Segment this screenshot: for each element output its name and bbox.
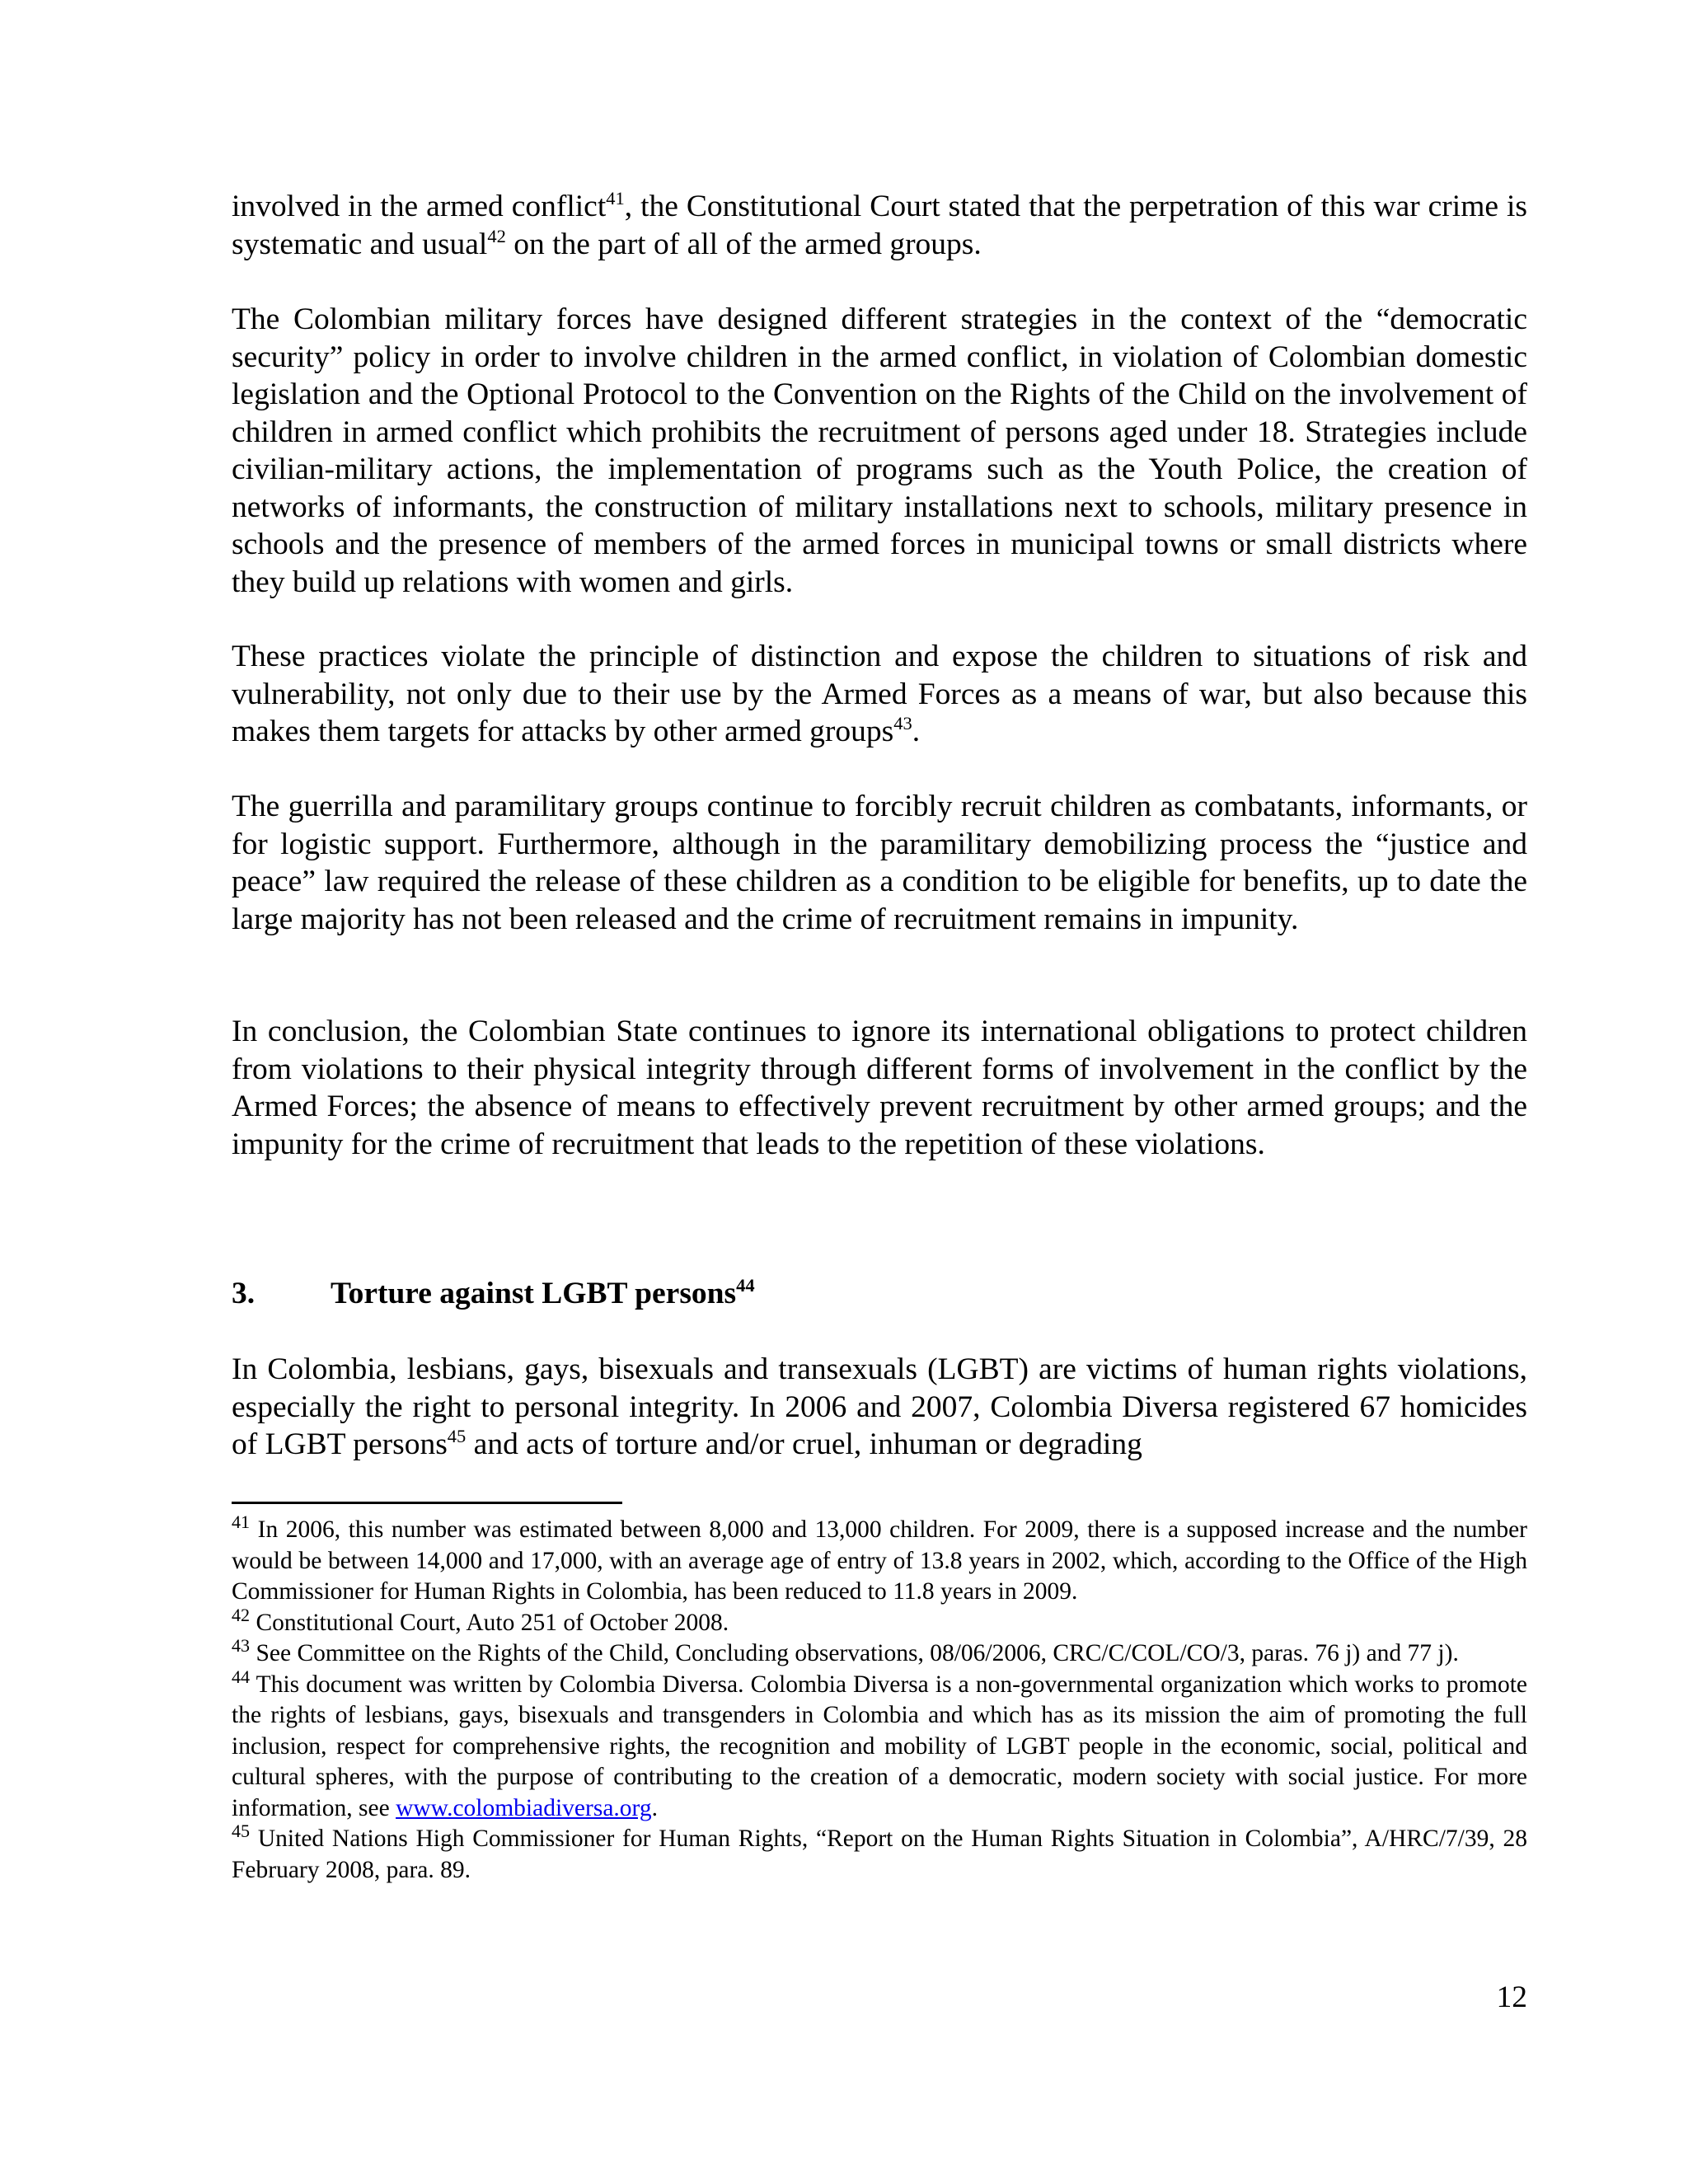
colombia-diversa-link[interactable]: www.colombiadiversa.org: [396, 1794, 652, 1821]
paragraph-2-text: The Colombian military forces have designed different strategies in the context of the “democratic security” policy in order to involve children in the armed conflict, in violation of Colombian domestic legislation and the Optional Protocol to the Convention on the Rights of the Child on the involvement of children in armed conflict which prohibits the recruitment of persons aged under 18. Strategies include civilian-military actions, the implementation of programs such as the Youth Police, the creation of networks of informants, the construction of military installations next to schools, military presence in schools and the presence of members of the armed forces in municipal towns or small districts where they build up relations with women and girls.: [232, 302, 1527, 599]
paragraph-1: [232, 188, 1527, 263]
paragraph-6-text-a: In Colombia, lesbians, gays, bisexuals and transexuals (LGBT) are victims of human rights violations, especially the right to personal integrity. In 2006 and 2007, Colombia Diversa registered 67 homicides of LGBT persons: [232, 1352, 1527, 1461]
footnote-ref-43[interactable]: 43: [893, 713, 912, 734]
footnote-45: [232, 1820, 1527, 1886]
footnote-number: 41: [232, 1511, 251, 1532]
footnote-43: [232, 1634, 1527, 1670]
footnote-number: 44: [232, 1666, 251, 1687]
footnote-text: In 2006, this number was estimated between 8,000 and 13,000 children. For 2009, there is a supposed increase and the number would be between 14,000 and 17,000, with an average age of entry of 13.8 years in 2002, which, according to the Office of the High Commissioner for Human Rights in Colombia, has been reduced to 11.8 years in 2009.: [232, 1516, 1527, 1605]
footnote-text: This document was written by Colombia Diversa. Colombia Diversa is a non-governmental organization which works to promote the rights of lesbians, gays, bisexuals and transgenders in Colombia and which has as its mission the aim of promoting the full inclusion, respect for comprehensive rights, the recognition and mobility of LGBT people in the economic, social, political and cultural spheres, with the purpose of contributing to the creation of a democratic, modern society with social justice. For more information, see: [232, 1671, 1527, 1821]
paragraph-6: [232, 1351, 1527, 1464]
footnote-ref-41[interactable]: 41: [606, 188, 625, 209]
footnote-text: See Committee on the Rights of the Child, Concluding observations, 08/06/2006, CRC/C/COL/CO/3, paras. 76 j) and 77 j).: [250, 1640, 1459, 1666]
paragraph-4: [232, 788, 1527, 938]
footnote-44: [232, 1666, 1527, 1825]
section-number: 3.: [232, 1277, 256, 1310]
footnote-text: Constitutional Court, Auto 251 of October 2008.: [250, 1609, 729, 1636]
footnote-42: [232, 1604, 1527, 1639]
paragraph-5-text: In conclusion, the Colombian State continues to ignore its international obligations to protect children from violations to their physical integrity through different forms of involvement in the conflict by the Armed Forces; the absence of means to effectively prevent recruitment by other armed groups; and the impunity for the crime of recruitment that leads to the repetition of these violations.: [232, 1015, 1527, 1161]
section-title: Torture against LGBT persons: [331, 1277, 737, 1310]
footnote-ref-45[interactable]: 45: [447, 1426, 467, 1447]
footnote-number: 43: [232, 1634, 251, 1656]
paragraph-6-text-b: and acts of torture and/or cruel, inhuman or degrading: [466, 1427, 1142, 1461]
page-number: 12: [1496, 1980, 1527, 2014]
paragraph-2: [232, 301, 1527, 601]
paragraph-1-text-b: , the Constitutional Court stated that the perpetration of this war crime is systematic and usual: [232, 190, 1527, 261]
footnotes: [232, 1511, 1527, 1886]
footnote-number: 42: [232, 1604, 251, 1625]
paragraph-1-text-c: on the part of all of the armed groups.: [505, 227, 982, 261]
footnote-41: [232, 1511, 1527, 1608]
paragraph-5: [232, 1013, 1527, 1163]
footnote-number: 45: [232, 1820, 251, 1841]
footnote-separator: [232, 1502, 622, 1504]
footnote-text: United Nations High Commissioner for Human Rights, “Report on the Human Rights Situation in Colombia”, A/HRC/7/39, 28 February 2008, para. 89.: [232, 1825, 1527, 1883]
paragraph-3-text-a: These practices violate the principle of distinction and expose the children to situations of risk and vulnerability, not only due to their use by the Armed Forces as a means of war, but also because this makes them targets for attacks by other armed groups: [232, 640, 1527, 748]
section-heading: [232, 1275, 1527, 1313]
paragraph-3-text-b: .: [912, 715, 921, 748]
paragraph-1-text-a: involved in the armed conflict: [232, 190, 607, 223]
footnote-ref-44[interactable]: 44: [736, 1275, 755, 1296]
footnote-end: .: [651, 1794, 658, 1821]
paragraph-4-text: The guerrilla and paramilitary groups continue to forcibly recruit children as combatants, informants, or for logistic support. Furthermore, although in the paramilitary demobilizing process the “justice and peace” law required the release of these children as a condition to be eligible for benefits, up to date the large majority has not been released and the crime of recruitment remains in impunity.: [232, 790, 1527, 936]
paragraph-3: [232, 638, 1527, 751]
footnote-ref-42[interactable]: 42: [487, 225, 506, 246]
